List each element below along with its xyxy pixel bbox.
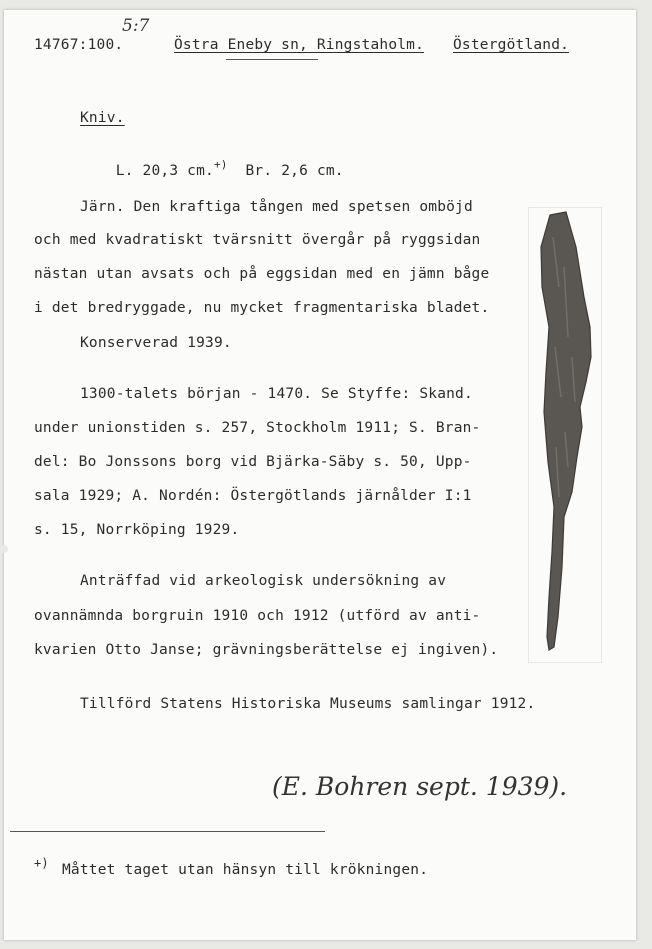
find-line: kvarien Otto Janse; grävningsberättelse ej ingiven). <box>34 642 499 658</box>
catalog-number: 14767:100. <box>34 37 124 53</box>
description-line: och med kvadratiskt tvärsnitt övergår på ryggsidan <box>34 232 481 248</box>
footnote-marker: +) <box>34 856 49 870</box>
dating-line: del: Bo Jonssons borg vid Bjärka-Säby s. 50, Upp- <box>34 454 472 470</box>
description-line: Järn. Den kraftiga tången med spetsen omböjd <box>80 199 473 215</box>
dimension-width: Br. 2,6 cm. <box>245 163 344 179</box>
dating-line: sala 1929; A. Nordén: Östergötlands järnålder I:1 <box>34 488 472 504</box>
footnote-rule <box>10 831 325 832</box>
dating-line: 1300-talets början - 1470. Se Styffe: Skand. <box>80 386 473 402</box>
dimension-length: L. 20,3 cm. <box>115 163 214 179</box>
dating-line: under unionstiden s. 257, Stockholm 1911; S. Bran- <box>34 420 481 436</box>
find-line: Anträffad vid arkeologisk undersökning av <box>80 573 447 589</box>
acquisition-line: Tillförd Statens Historiska Museums samlingar 1912. <box>80 696 536 712</box>
region-name: Östergötland. <box>453 37 570 53</box>
handwritten-mark: 5:7 <box>122 16 150 36</box>
description-line: i det bredryggade, nu mycket fragmentariska bladet. <box>34 300 490 316</box>
signature: (E. Bohren sept. 1939). <box>272 772 568 801</box>
knife-photo <box>528 207 602 663</box>
dimension-marker: +) <box>213 158 228 171</box>
site-underline-stroke <box>226 59 318 60</box>
description-line: Konserverad 1939. <box>80 335 232 351</box>
find-line: ovannämnda borgruin 1910 och 1912 (utförd av anti- <box>34 608 481 624</box>
object-name: Kniv. <box>80 110 125 126</box>
dimension-spacer <box>228 163 246 179</box>
dating-line: s. 15, Norrköping 1929. <box>34 522 240 538</box>
site-line: Östra Eneby sn, Ringstaholm. <box>174 37 425 53</box>
punch-hole <box>0 545 8 553</box>
footnote-text: Måttet taget utan hänsyn till krökningen. <box>62 862 429 878</box>
dimensions <box>80 147 344 195</box>
description-line: nästan utan avsats och på eggsidan med en jämn båge <box>34 266 490 282</box>
